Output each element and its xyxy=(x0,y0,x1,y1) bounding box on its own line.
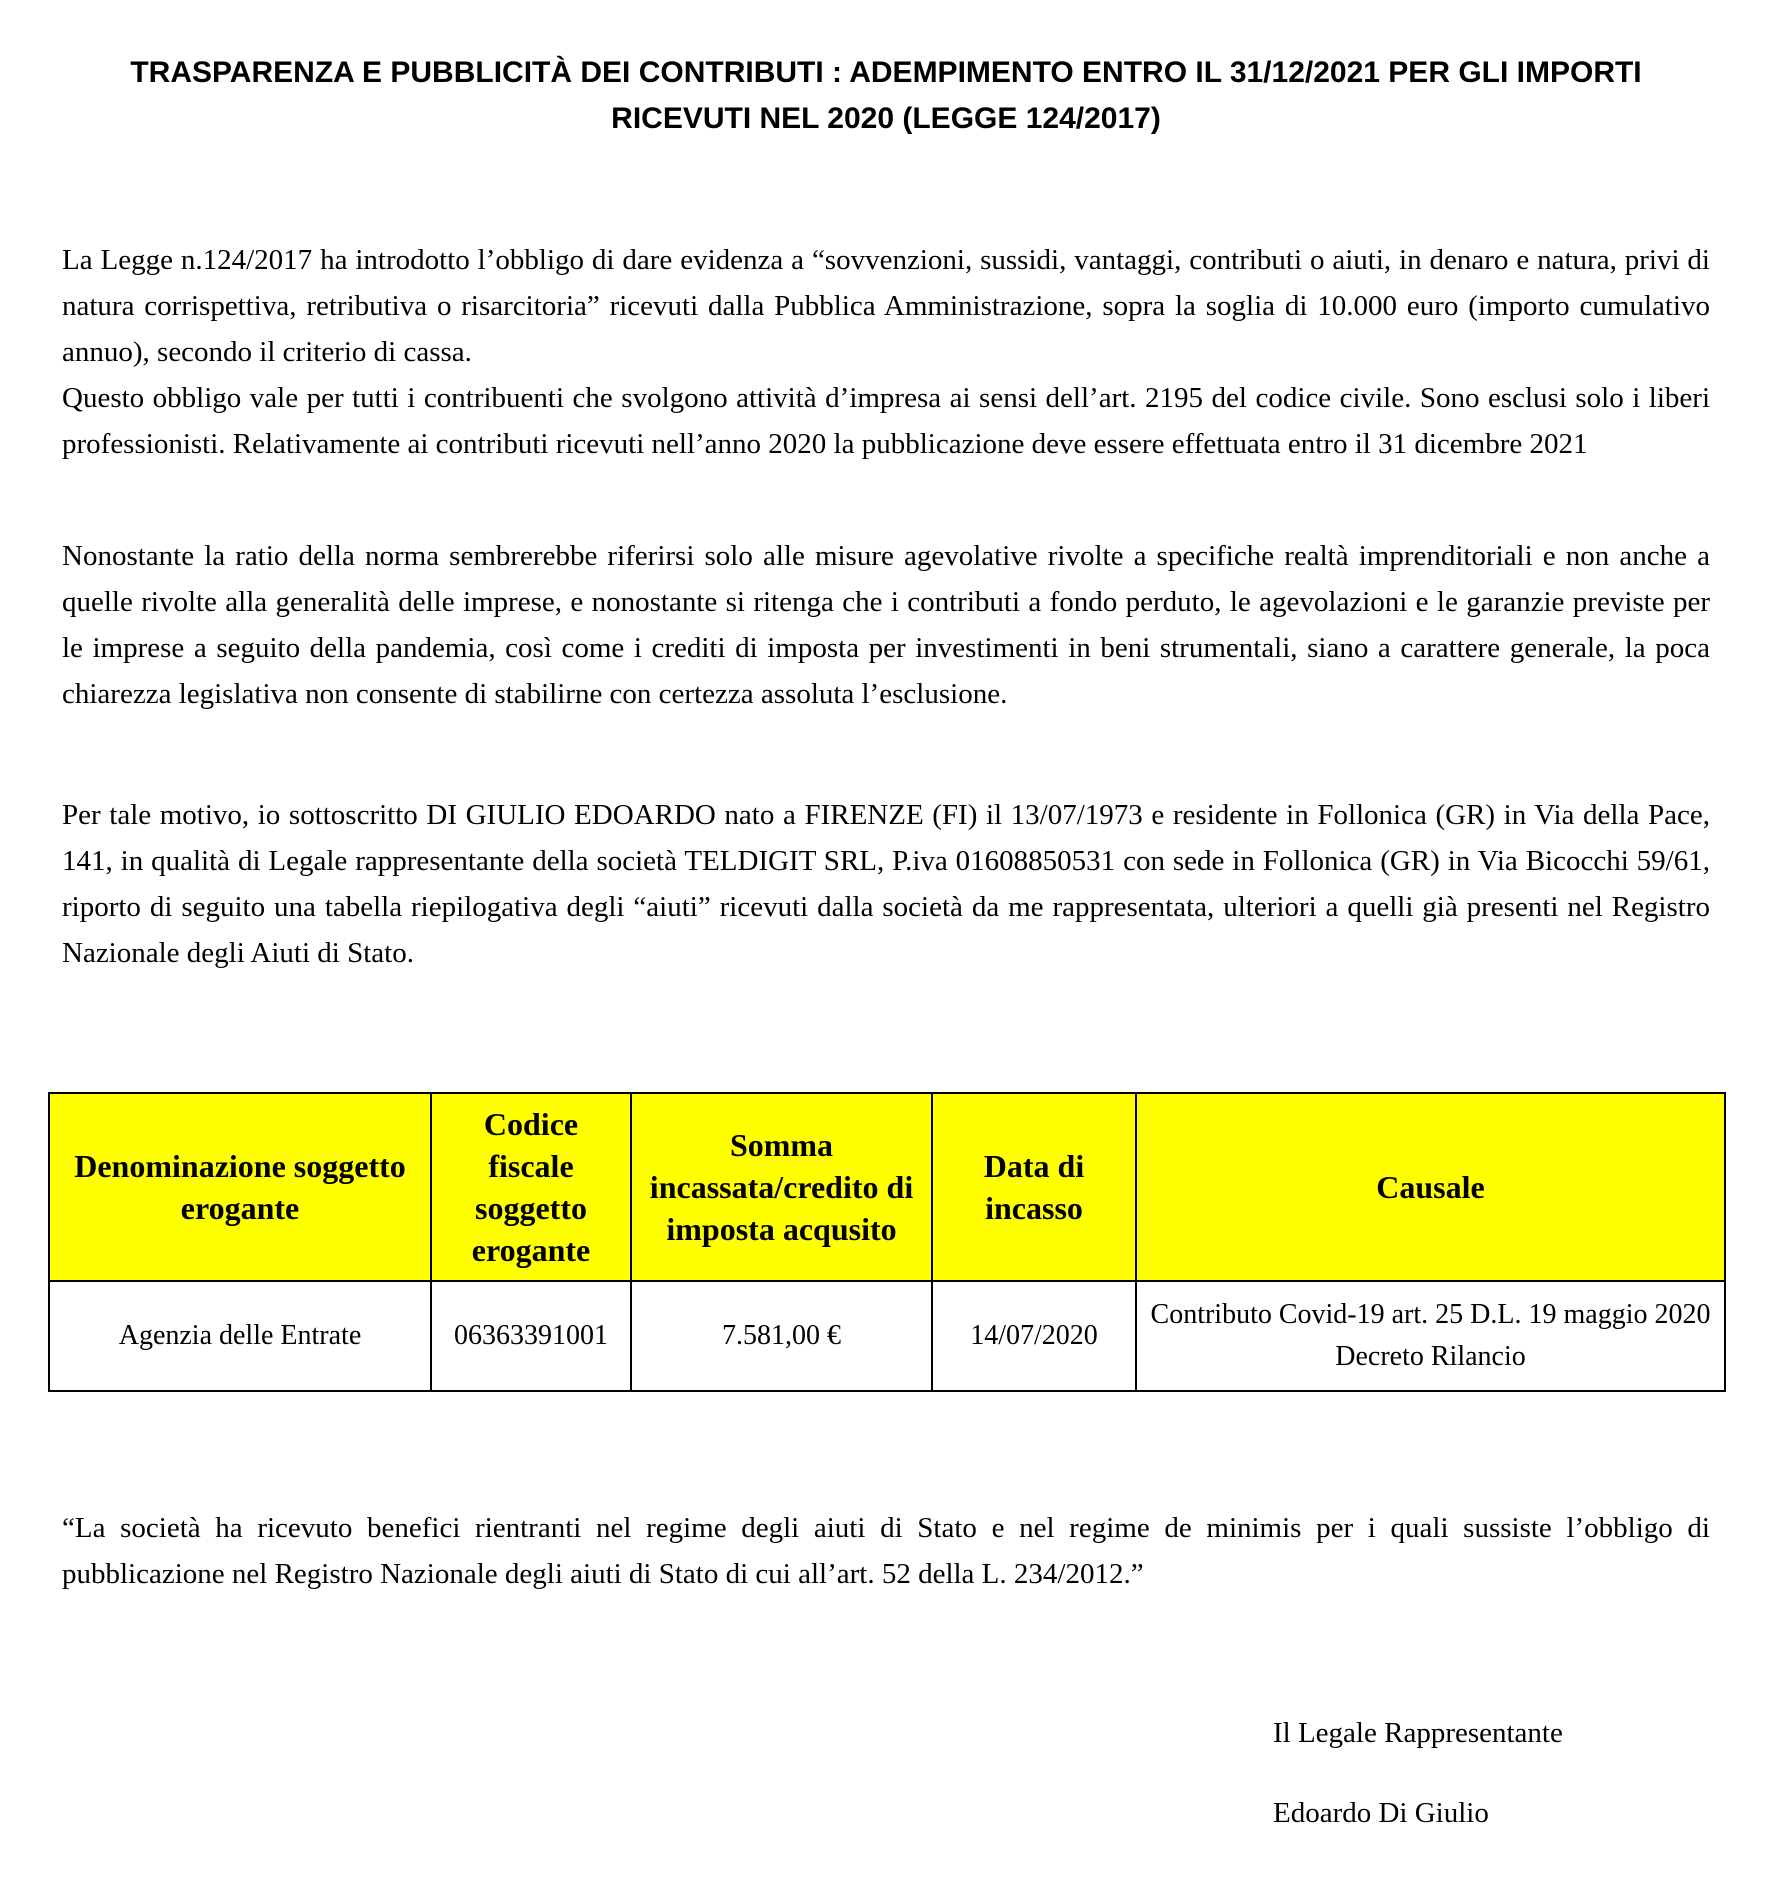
table-row xyxy=(49,1281,1725,1391)
de-minimis-statement: “La società ha ricevuto benefici rientranti nel regime degli aiuti di Stato e nel regime de minimis per i quali sussiste l’obbligo di pubblicazione nel Registro Nazionale degli aiuti di Stato di cui all’art. 52 della L. 234/2012.” xyxy=(62,1512,1710,1590)
signature-name: Edoardo Di Giulio xyxy=(1273,1797,1489,1829)
signature-role: Il Legale Rappresentante xyxy=(1273,1717,1563,1749)
ratio-paragraph: Nonostante la ratio della norma sembrerebbe riferirsi solo alle misure agevolative rivolte a specifiche realtà imprenditoriali e non anche a quelle rivolte alla generalità delle imprese, e nonostante si ritenga che i contributi a fondo perduto, le agevolazioni e le garanzie previste per le imprese a seguito della pandemia, così come i crediti di imposta per investimenti in beni strumentali, siano a carattere generale, la poca chiarezza legislativa non consente di stabilirne con certezza assoluta l’esclusione. xyxy=(62,540,1710,710)
header-codice-fiscale: Codice fiscale soggetto erogante xyxy=(431,1093,631,1281)
document-title xyxy=(50,50,1722,142)
cell-somma: 7.581,00 € xyxy=(631,1281,932,1391)
intro-paragraph xyxy=(62,237,1710,467)
header-denominazione: Denominazione soggetto erogante xyxy=(49,1093,431,1281)
cell-denominazione: Agenzia delle Entrate xyxy=(49,1281,431,1391)
cell-data-incasso: 14/07/2020 xyxy=(932,1281,1136,1391)
declaration-paragraph: Per tale motivo, io sottoscritto DI GIULIO EDOARDO nato a FIRENZE (FI) il 13/07/1973 e residente in Follonica (GR) in Via della Pace, 141, in qualità di Legale rappresentante della società TELDIGIT SRL, P.iva 01608850531 con sede in Follonica (GR) in Via Bicocchi 59/61, riporto di seguito una tabella riepilogativa degli “aiuti” ricevuti dalla società da me rappresentata, ulteriori a quelli già presenti nel Registro Nazionale degli Aiuti di Stato. xyxy=(62,799,1710,969)
cell-codice-fiscale: 06363391001 xyxy=(431,1281,631,1391)
intro-paragraph-part-1: La Legge n.124/2017 ha introdotto l’obbligo di dare evidenza a “sovvenzioni, sussidi, vantaggi, contributi o aiuti, in denaro e natura, privi di natura corrispettiva, retributiva o risarcitoria” ricevuti dalla Pubblica Amministrazione, sopra la soglia di 10.000 euro (importo cumulativo annuo), secondo il criterio di cassa. xyxy=(62,244,1710,368)
title-line-1: TRASPARENZA E PUBBLICITÀ DEI CONTRIBUTI : ADEMPIMENTO ENTRO IL 31/12/2021 PER GLI IMPORTI xyxy=(130,56,1642,89)
aid-summary-table xyxy=(48,1092,1726,1392)
cell-causale: Contributo Covid-19 art. 25 D.L. 19 maggio 2020 Decreto Rilancio xyxy=(1136,1281,1725,1391)
table-header-row xyxy=(49,1093,1725,1281)
header-somma: Somma incassata/credito di imposta acqusito xyxy=(631,1093,932,1281)
intro-paragraph-part-2: Questo obbligo vale per tutti i contribuenti che svolgono attività d’impresa ai sensi dell’art. 2195 del codice civile. Sono esclusi solo i liberi professionisti. Relativamente ai contributi ricevuti nell’anno 2020 la pubblicazione deve essere effettuata entro il 31 dicembre 2021 xyxy=(62,382,1710,460)
header-causale: Causale xyxy=(1136,1093,1725,1281)
title-line-2: RICEVUTI NEL 2020 (LEGGE 124/2017) xyxy=(611,102,1161,135)
header-data-incasso: Data di incasso xyxy=(932,1093,1136,1281)
